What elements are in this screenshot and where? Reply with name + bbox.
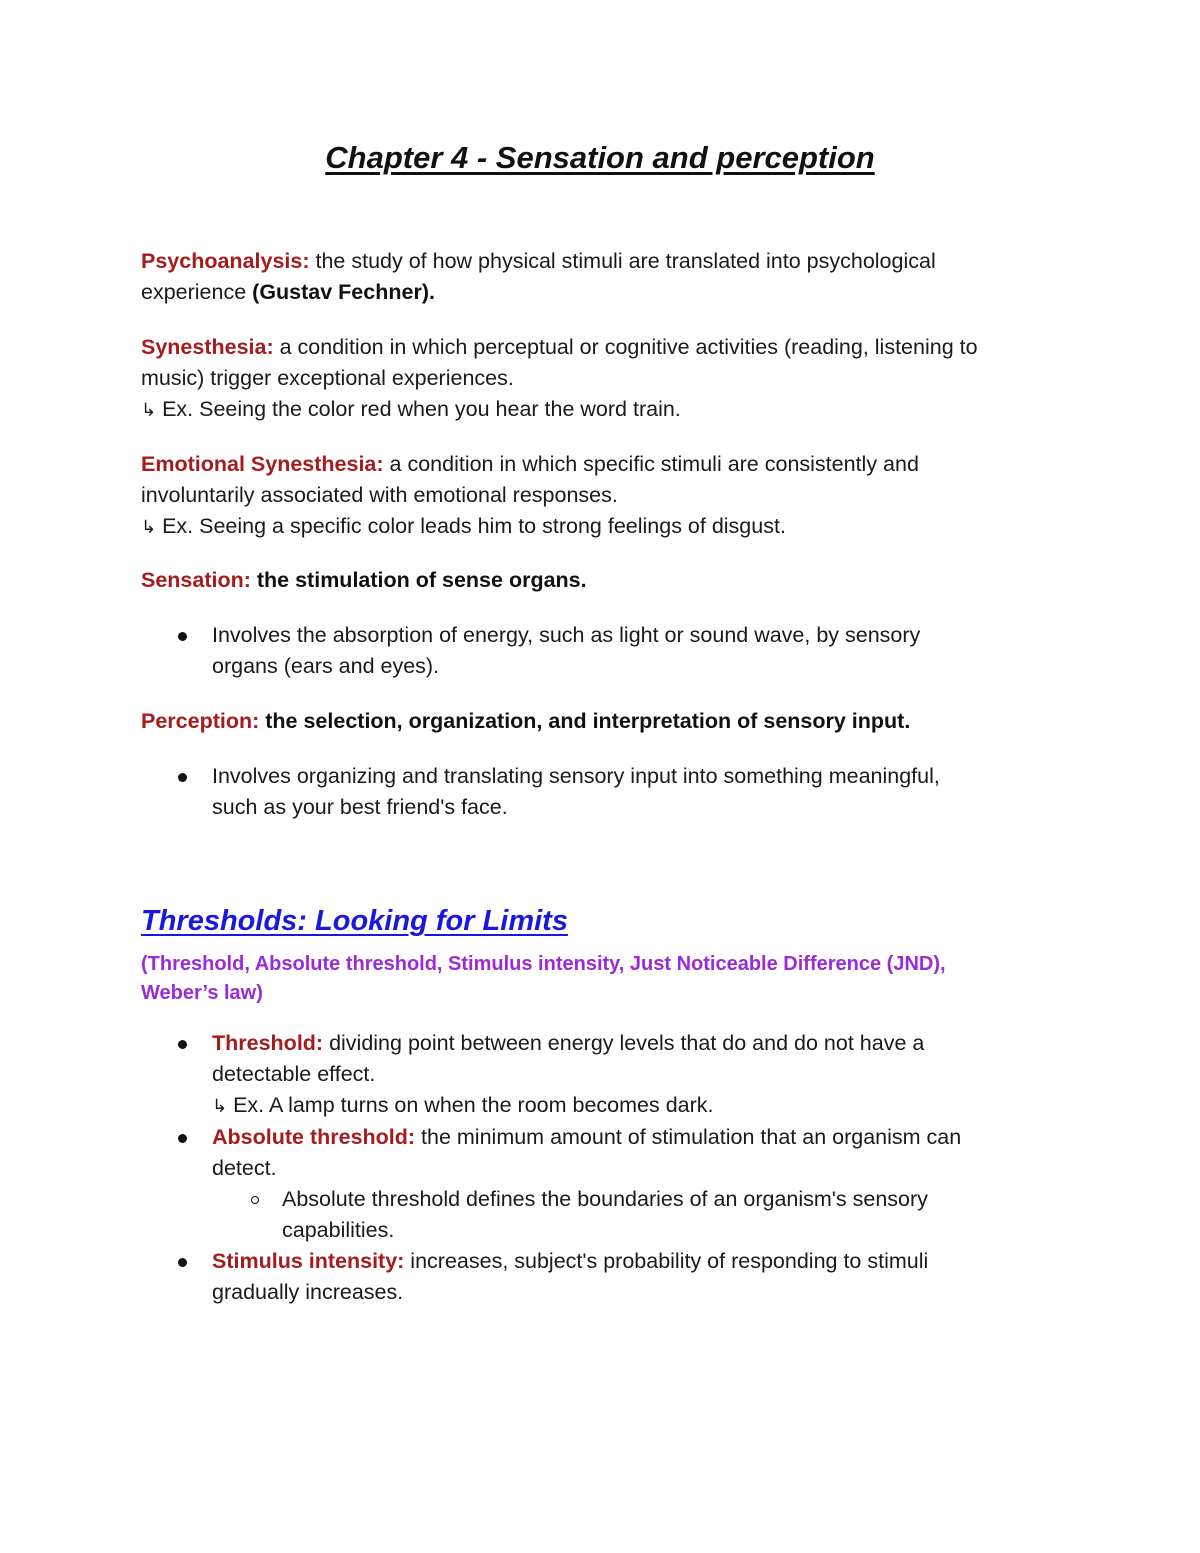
term-label: Absolute threshold: <box>212 1125 416 1149</box>
definition-sensation <box>141 565 1071 596</box>
page-title: Chapter 4 - Sensation and perception <box>325 140 875 175</box>
definition-text: increases, subject's probability of responding to stimuli <box>404 1249 929 1273</box>
definition-psychoanalysis <box>141 246 1071 308</box>
bullet-icon <box>178 773 187 782</box>
example-text: Ex. A lamp turns on when the room becomes dark. <box>233 1093 714 1117</box>
bullet-text: Involves the absorption of energy, such as light or sound wave, by sensory <box>212 623 921 647</box>
definition-text: experience <box>141 280 253 304</box>
bullet-text: Involves organizing and translating sensory input into something meaningful, <box>212 764 940 788</box>
term-label: Synesthesia: <box>141 335 274 359</box>
term-label: Psychoanalysis: <box>141 249 310 273</box>
sub-bullet-text: Absolute threshold defines the boundaries of an organism's sensory <box>282 1187 928 1211</box>
definition-text: the minimum amount of stimulation that an organism can <box>415 1125 962 1149</box>
definition-text: detect. <box>212 1156 277 1180</box>
arrow-icon: ↳ <box>212 1096 228 1116</box>
definition-text: dividing point between energy levels that do and do not have a <box>323 1031 925 1055</box>
list-item <box>141 761 1061 823</box>
arrow-icon: ↳ <box>141 400 157 420</box>
definition-text: a condition in which perceptual or cognitive activities (reading, listening to <box>273 335 978 359</box>
term-label: Sensation: <box>141 568 251 592</box>
definition-text: music) trigger exceptional experiences. <box>141 366 514 390</box>
list-item <box>141 1122 1061 1246</box>
definition-text: detectable effect. <box>212 1062 376 1086</box>
term-label: Emotional Synesthesia: <box>141 452 384 476</box>
term-label: Threshold: <box>212 1031 324 1055</box>
term-label: Stimulus intensity: <box>212 1249 405 1273</box>
bullet-icon <box>178 632 187 641</box>
definition-text: the study of how physical stimuli are translated into psychological <box>309 249 936 273</box>
attribution: (Gustav Fechner). <box>252 280 435 304</box>
sub-list-item <box>282 1184 1062 1246</box>
bullet-icon <box>178 1134 187 1143</box>
definition-text: gradually increases. <box>212 1280 404 1304</box>
definition-bold-text: the stimulation of sense organs. <box>250 568 587 592</box>
sub-bullet-text: capabilities. <box>282 1218 395 1242</box>
term-label: Perception: <box>141 709 260 733</box>
list-item <box>141 620 1061 682</box>
bullet-text: organs (ears and eyes). <box>212 654 440 678</box>
example-text: Ex. Seeing a specific color leads him to strong feelings of disgust. <box>162 514 786 538</box>
bullet-icon <box>178 1040 187 1049</box>
definition-synesthesia <box>141 332 1071 426</box>
list-item <box>141 1028 1061 1121</box>
definition-text: a condition in which specific stimuli are consistently and <box>383 452 919 476</box>
section-subheading: (Threshold, Absolute threshold, Stimulus intensity, Just Noticeable Difference (JND), Weber’s law) <box>141 953 946 1004</box>
definition-emotional-synesthesia <box>141 449 1071 543</box>
example-text: Ex. Seeing the color red when you hear the word train. <box>162 397 681 421</box>
list-item <box>141 1246 1061 1308</box>
hollow-bullet-icon <box>251 1196 259 1204</box>
section-heading: Thresholds: Looking for Limits <box>141 905 568 937</box>
bullet-icon <box>178 1258 187 1267</box>
bullet-text: such as your best friend's face. <box>212 795 508 819</box>
definition-text: involuntarily associated with emotional responses. <box>141 483 618 507</box>
definition-bold-text: the selection, organization, and interpretation of sensory input. <box>259 709 911 733</box>
definition-perception <box>141 706 1071 737</box>
arrow-icon: ↳ <box>141 517 157 537</box>
